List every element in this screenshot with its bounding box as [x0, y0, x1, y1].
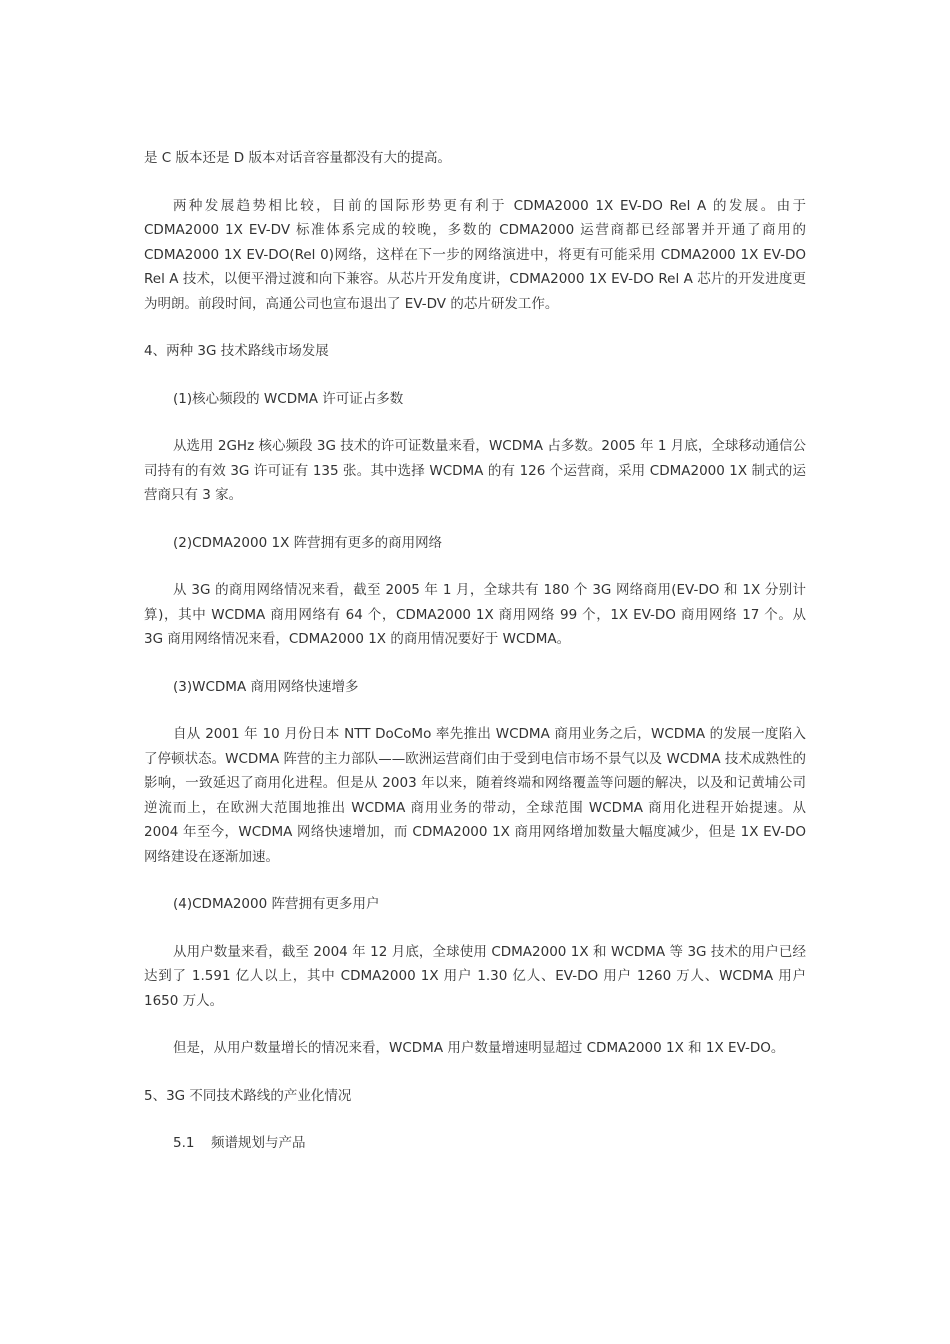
- subheading-4: (4)CDMA2000 阵营拥有更多用户: [173, 896, 380, 912]
- section-heading-5: 5、3G 不同技术路线的产业化情况: [144, 1087, 352, 1104]
- paragraph-user-growth: 但是，从用户数量增长的情况来看，WCDMA 用户数量增速明显超过 CDMA2000 1X 和 1X EV-DO。: [173, 1040, 785, 1056]
- section-heading-4: 4、两种 3G 技术路线市场发展: [144, 343, 329, 359]
- subsection-title: 频谱规划与产品: [211, 1135, 306, 1151]
- paragraph-commercial-networks: 从 3G 的商用网络情况来看，截至 2005 年 1 月，全球共有 180 个 3G 网络商用(EV-DO 和 1X 分别计算)，其中 WCDMA 商用网络有 64 个，CDMA2000 1X 商用网络 99 个，1X EV-DO 商用网络 17 个。从 3G 商用网络情况来看，CDMA2000 1X 的商用情况要好于 WCDMA。: [144, 582, 806, 647]
- document-page: [144, 146, 806, 1179]
- paragraph-comparison: 两种发展趋势相比较，目前的国际形势更有利于 CDMA2000 1X EV-DO Rel A 的发展。由于 CDMA2000 1X EV-DV 标准体系完成的较晚，多数的 CDMA2000 运营商都已经部署并开通了商用的 CDMA2000 1X EV-DO(Rel 0)网络，这样在下一步的网络演进中，将更有可能采用 CDMA2000 1X EV-DO Rel A 技术，以便平滑过渡和向下兼容。从芯片开发角度讲，CDMA2000 1X EV-DO Rel A 芯片的开发进度更为明朗。前段时间，高通公司也宣布退出了 EV-DV 的芯片研发工作。: [144, 197, 806, 312]
- subheading-3: (3)WCDMA 商用网络快速增多: [173, 678, 359, 695]
- paragraph-wcdma-growth: 自从 2001 年 10 月份日本 NTT DoCoMo 率先推出 WCDMA 商用业务之后，WCDMA 的发展一度陷入了停顿状态。WCDMA 阵营的主力部队——欧洲运营商们由于受到电信市场不景气以及 WCDMA 技术成熟性的影响，一致延迟了商用化进程。但是从 2003 年以来，随着终端和网络覆盖等问题的解决，以及和记黄埔公司逆流而上，在欧洲大范围地推出 WCDMA 商用业务的带动，全球范围 WCDMA 商用化进程开始提速。从 2004 年至今，WCDMA 网络快速增加，而 CDMA2000 1X 商用网络增加数量大幅度减少，但是 1X EV-DO 网络建设在逐渐加速。: [144, 726, 806, 865]
- subsection-heading-5-1: [144, 1131, 806, 1156]
- paragraph-continuation: 是 C 版本还是 D 版本对话音容量都没有大的提高。: [144, 150, 451, 166]
- paragraph-user-count: 从用户数量来看，截至 2004 年 12 月底，全球使用 CDMA2000 1X 和 WCDMA 等 3G 技术的用户已经达到了 1.591 亿人以上，其中 CDMA2000 1X 用户 1.30 亿人、EV-DO 用户 1260 万人、WCDMA 用户 1650 万人。: [144, 943, 806, 1009]
- paragraph-licenses: 从选用 2GHz 核心频段 3G 技术的许可证数量来看，WCDMA 占多数。2005 年 1 月底，全球移动通信公司持有的有效 3G 许可证有 135 张。其中选择 WCDMA 的有 126 个运营商，采用 CDMA2000 1X 制式的运营商只有 3 家。: [144, 438, 806, 503]
- subheading-1: (1)核心频段的 WCDMA 许可证占多数: [173, 390, 404, 407]
- subheading-2: (2)CDMA2000 1X 阵营拥有更多的商用网络: [173, 534, 443, 551]
- subsection-number: 5.1: [173, 1135, 195, 1151]
